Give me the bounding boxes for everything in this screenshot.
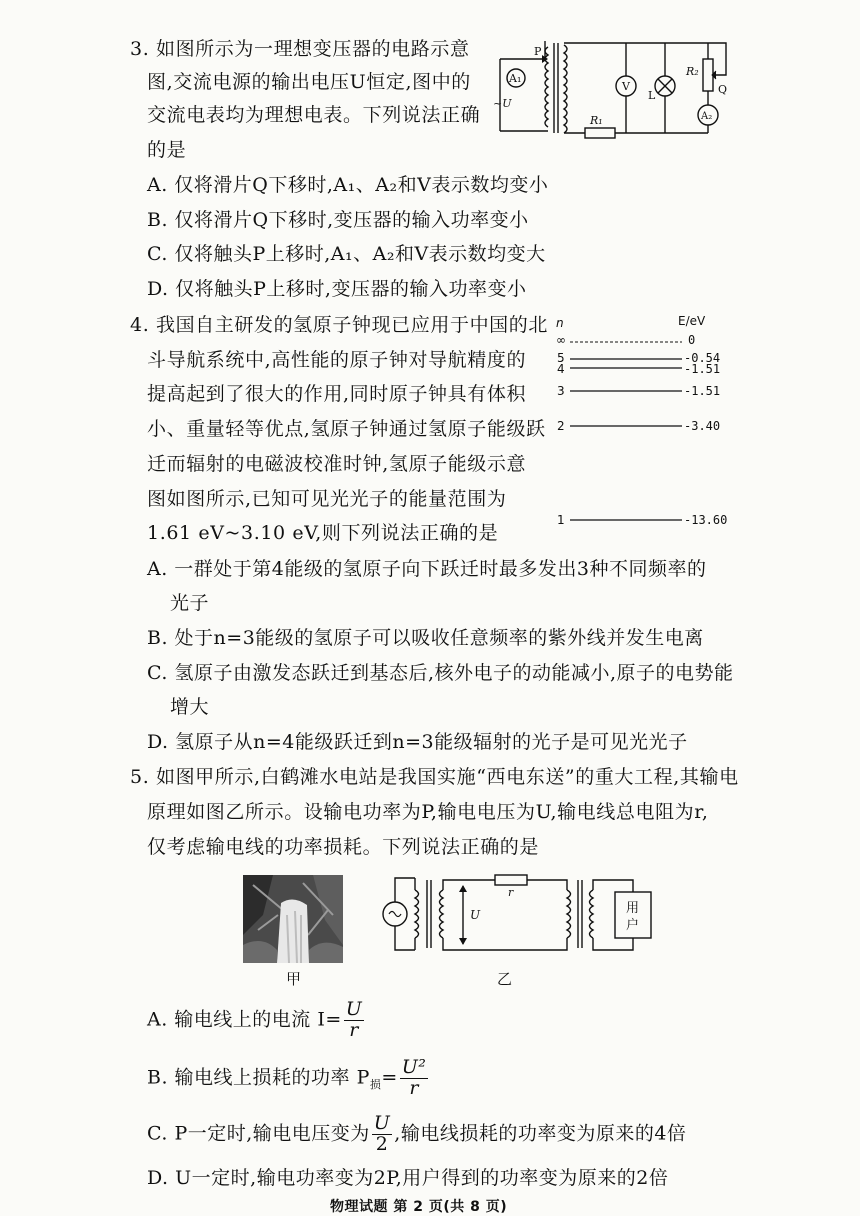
q4-option-c: C. 氢原子由激发态跃迁到基态后,核外电子的动能减小,原子的电势能 — [147, 662, 734, 684]
figure-jia-label: 甲 — [286, 970, 302, 988]
q3-option-a: A. 仅将滑片Q下移时,A₁、A₂和V表示数均变小 — [147, 174, 549, 196]
level-n-4: 4 — [557, 362, 565, 376]
level-e-2: -3.40 — [684, 419, 721, 433]
fraction-u-over-2 — [372, 1114, 393, 1155]
lamp-l-label: L — [648, 89, 656, 102]
source-u-label: ~U — [493, 97, 512, 110]
q5-option-b-subscript: 损 — [369, 1078, 382, 1092]
transmission-circuit-diagram — [375, 870, 660, 965]
q5-option-c-suffix: ,输电线损耗的功率变为原来的4倍 — [394, 1122, 687, 1145]
figure-yi-label: 乙 — [497, 970, 513, 988]
level-e-5: -0.54 — [684, 351, 721, 365]
q4-line-4: 小、重量轻等优点,氢原子钟通过氢原子能级跃 — [147, 418, 546, 440]
resistance-r-label: r — [508, 886, 514, 899]
fraction-numerator: U² — [401, 1056, 427, 1078]
ammeter-a1-label: A₁ — [509, 72, 522, 85]
dam-photo — [243, 875, 343, 963]
q4-line-2: 斗导航系统中,高性能的原子钟对导航精度的 — [147, 349, 527, 371]
tap-p-label: P — [534, 45, 542, 58]
level-e-4: -1.51 — [684, 362, 721, 376]
level-e-1: -13.60 — [684, 513, 728, 527]
page-footer: 物理试题 第 2 页(共 8 页) — [330, 1199, 508, 1215]
q4-line-6: 图如图所示,已知可见光光子的能量范围为 — [147, 488, 507, 510]
q5-line-2: 原理如图乙所示。设输电功率为P,输电电压为U,输电线总电阻为r, — [147, 801, 709, 823]
fraction-u-over-r — [344, 1000, 365, 1041]
q5-option-a-text: A. 输电线上的电流 I= — [147, 1008, 342, 1031]
q3-option-b: B. 仅将滑片Q下移时,变压器的输入功率变小 — [147, 209, 529, 231]
q4-option-a: A. 一群处于第4能级的氢原子向下跃迁时最多发出3种不同频率的 — [147, 558, 707, 580]
level-n-1: 1 — [557, 513, 565, 527]
q3-line-2: 图,交流电源的输出电压U恒定,图中的 — [147, 71, 471, 93]
q4-option-d: D. 氢原子从n=4能级跃迁到n=3能级辐射的光子是可见光光子 — [147, 731, 688, 753]
voltmeter-label: V — [622, 80, 630, 93]
level-e-inf: 0 — [688, 333, 696, 347]
q5-option-b-text: B. 输电线上损耗的功率 P — [147, 1066, 370, 1089]
q3-line-4: 的是 — [147, 139, 187, 161]
q4-option-a-cont: 光子 — [170, 592, 210, 614]
fraction-denominator: 2 — [375, 1132, 389, 1155]
q5-option-b — [147, 1058, 430, 1099]
q4-line-3: 提高起到了很大的作用,同时原子钟具有体积 — [147, 383, 527, 405]
axis-n-label: n — [556, 316, 564, 330]
user-label-2: 户 — [626, 918, 640, 933]
energy-level-lines — [566, 330, 686, 530]
level-n-inf: ∞ — [556, 333, 566, 347]
q3-line-3: 交流电表均为理想电表。下列说法正确 — [147, 104, 481, 126]
q3-option-d: D. 仅将触头P上移时,变压器的输入功率变小 — [147, 278, 527, 300]
q4-line-5: 迁而辐射的电磁波校准时钟,氢原子能级示意 — [147, 453, 527, 475]
q4-option-c-cont: 增大 — [170, 696, 210, 718]
q3-option-c: C. 仅将触头P上移时,A₁、A₂和V表示数均变大 — [147, 243, 546, 265]
level-e-3: -1.51 — [684, 384, 721, 398]
q4-option-b: B. 处于n=3能级的氢原子可以吸收任意频率的紫外线并发生电离 — [147, 627, 704, 649]
q5-option-c — [147, 1114, 686, 1155]
user-label-1: 用 — [626, 901, 640, 916]
ammeter-a2-label: A₂ — [701, 111, 713, 122]
q3-line-1: 3. 如图所示为一理想变压器的电路示意 — [130, 38, 470, 60]
q5-option-c-text: C. P一定时,输电电压变为 — [147, 1122, 370, 1145]
q5-option-b-equals: = — [381, 1066, 398, 1089]
fraction-denominator: r — [349, 1018, 359, 1041]
level-n-5: 5 — [557, 351, 565, 365]
q4-line-7: 1.61 eV~3.10 eV,则下列说法正确的是 — [147, 522, 499, 544]
fraction-numerator: U — [345, 998, 363, 1020]
fraction-denominator: r — [409, 1076, 419, 1099]
fraction-u2-over-r — [400, 1058, 429, 1099]
q4-line-1: 4. 我国自主研发的氢原子钟现已应用于中国的北 — [130, 314, 548, 336]
q5-option-a — [147, 1000, 366, 1041]
slider-q-label: Q — [718, 83, 728, 96]
resistor-r1-label: R₁ — [590, 114, 603, 127]
fraction-numerator: U — [373, 1112, 391, 1134]
level-n-3: 3 — [557, 384, 565, 398]
q5-line-1: 5. 如图甲所示,白鹤滩水电站是我国实施“西电东送”的重大工程,其输电 — [130, 766, 739, 788]
level-n-2: 2 — [557, 419, 565, 433]
transformer-circuit-diagram — [490, 35, 750, 150]
resistor-r2-label: R₂ — [686, 65, 699, 78]
axis-energy-label: E/eV — [678, 314, 706, 328]
q5-option-d: D. U一定时,输电功率变为2P,用户得到的功率变为原来的2倍 — [147, 1167, 669, 1189]
voltage-u-label: U — [470, 908, 481, 922]
q5-line-3: 仅考虑输电线的功率损耗。下列说法正确的是 — [147, 836, 540, 858]
